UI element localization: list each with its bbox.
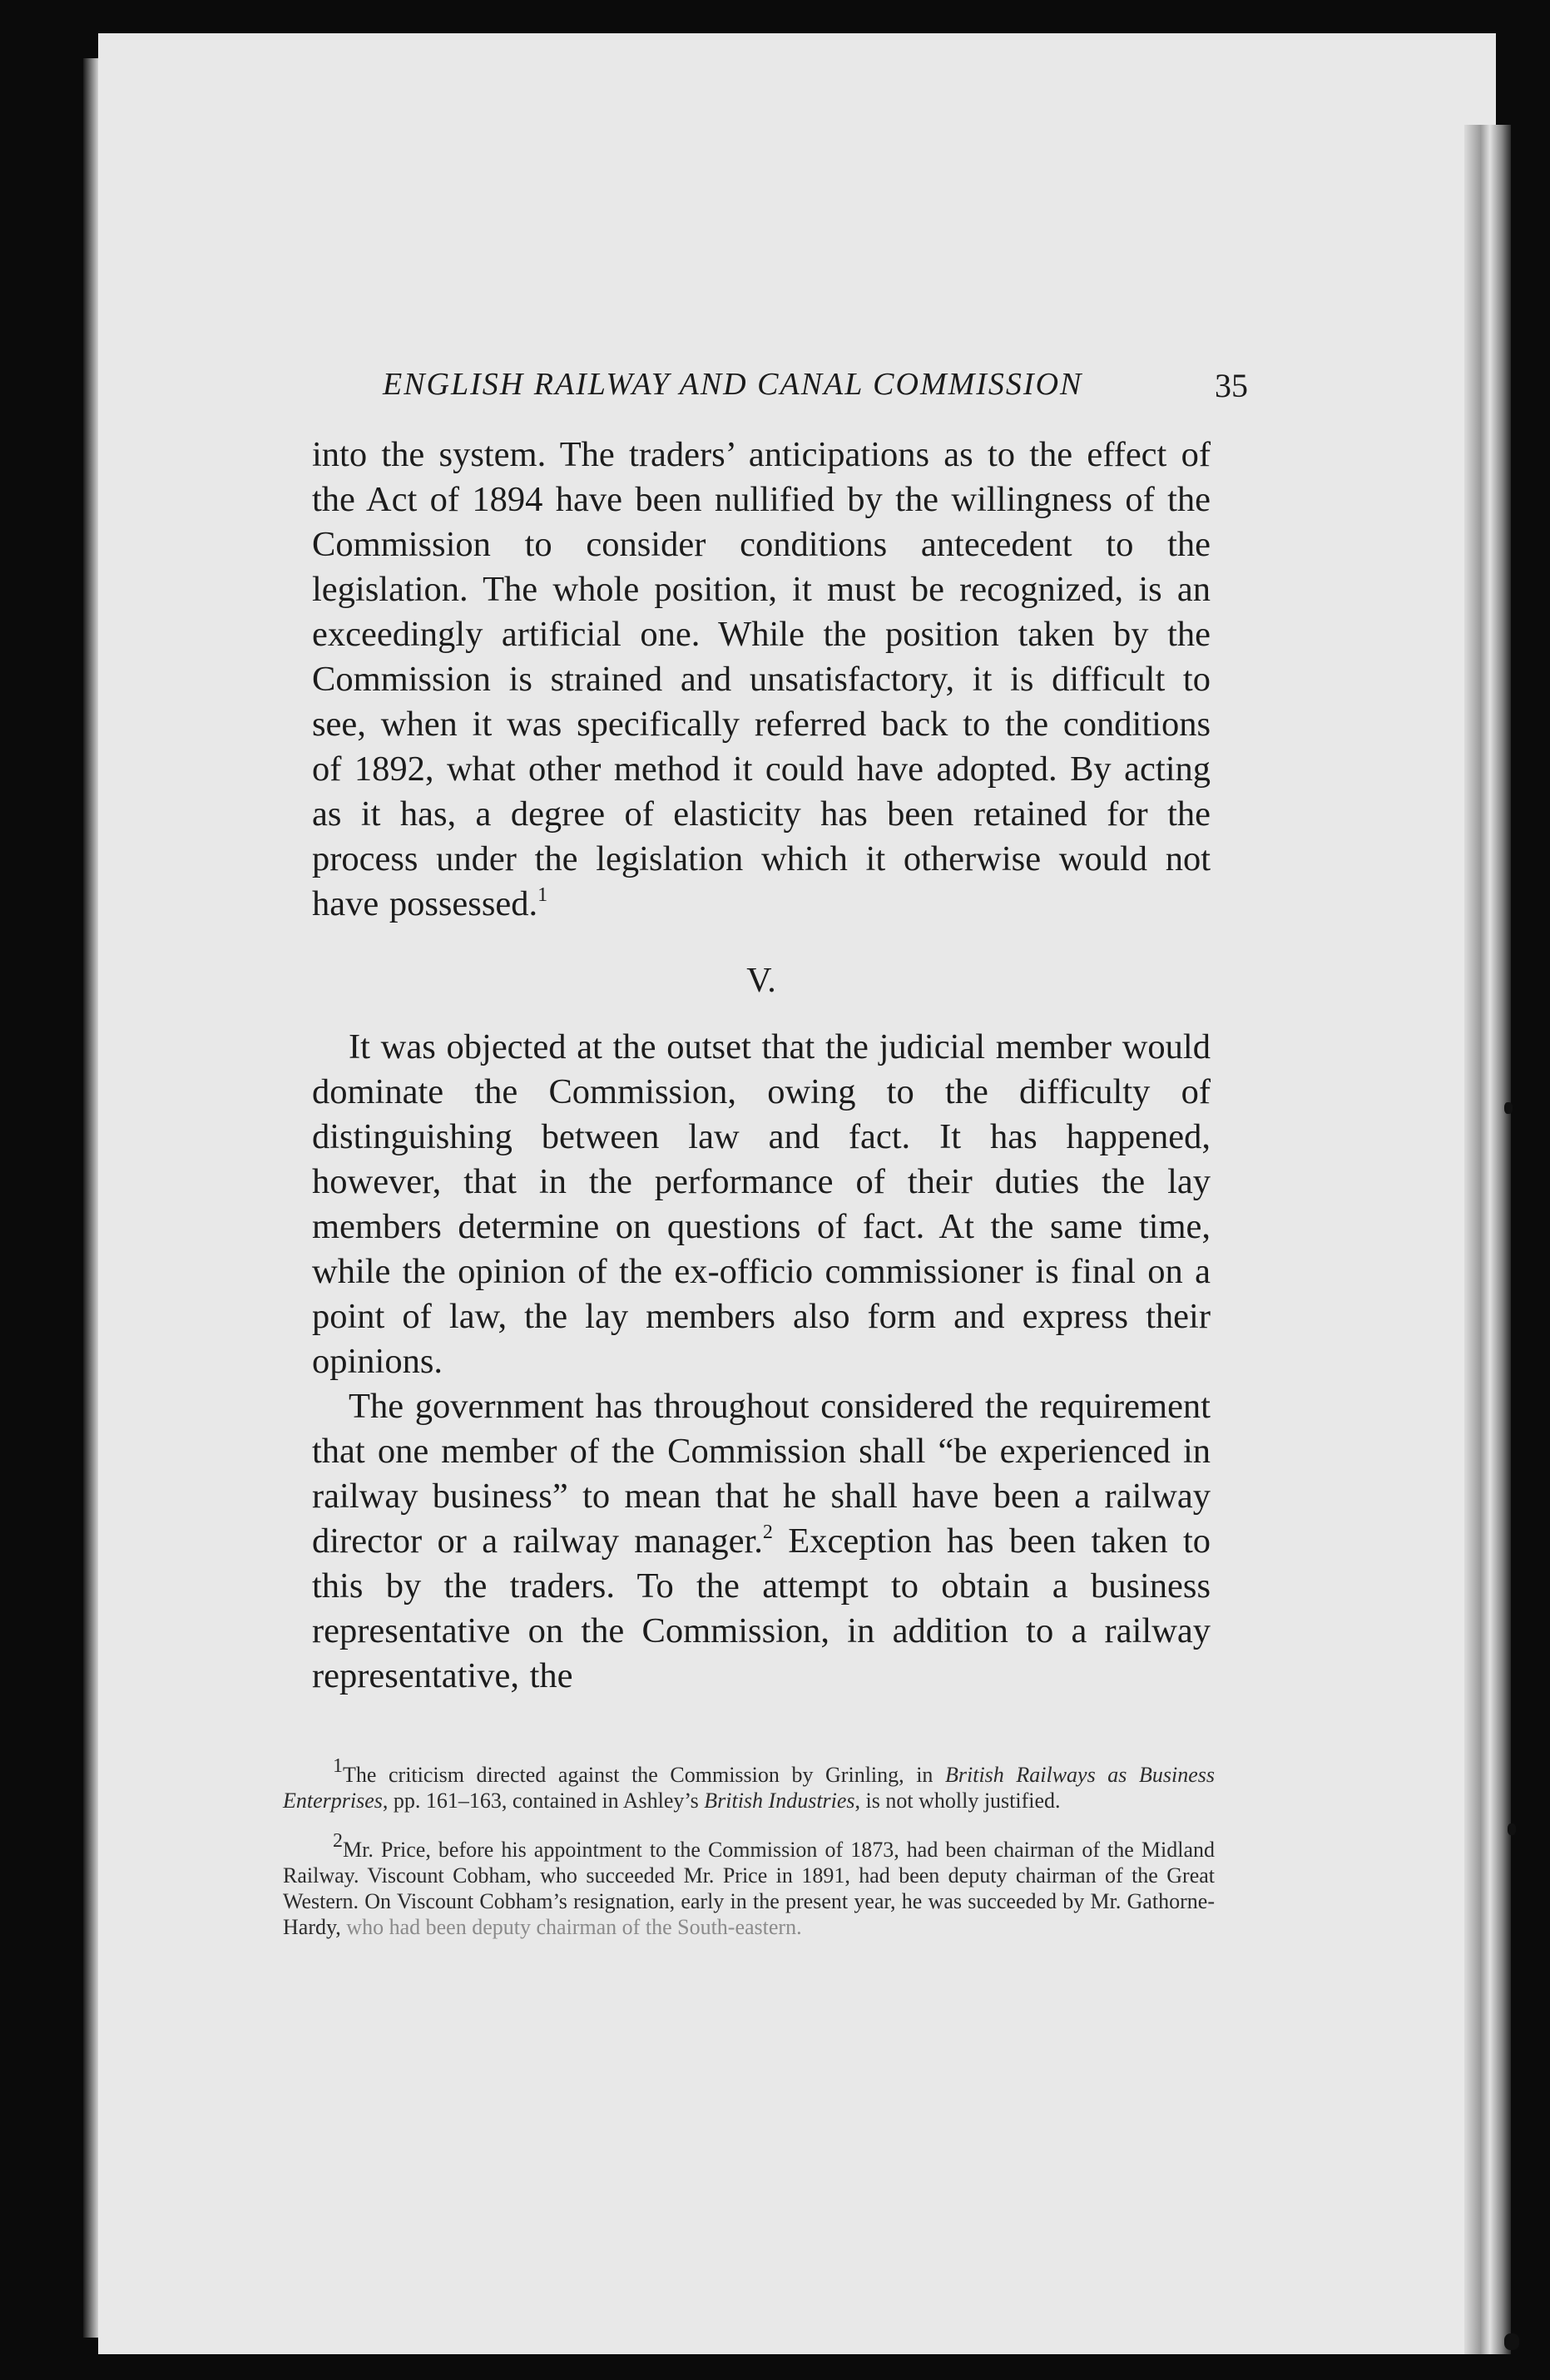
paragraph-3 xyxy=(312,1384,1211,1699)
footnote-1 xyxy=(283,1755,1215,1813)
footnote-2-last-line: who had been deputy chairman of the South-eastern. xyxy=(346,1915,802,1939)
paragraph-3-text-b: Exception has been taken to this by the traders. To the attempt to obtain a business representative on the Commission, in addition to a railway representative, the xyxy=(312,1522,1211,1695)
footnote-ref-2: 2 xyxy=(762,1521,773,1543)
footnote-1-text-a: The criticism directed against the Commission by Grinling, in xyxy=(343,1763,946,1787)
footnote-1-title-a: British Railways as Business Enterprises xyxy=(283,1763,1215,1813)
paragraph-1-text: into the system. The traders’ anticipations as to the effect of the Act of 1894 have been nullified by the willingness of the Commission to consider conditions antecedent to the legislation. The whole position, it must be recognized, is an exceedingly artificial one. While the position taken by the Commission is strained and unsatisfactory, it is difficult to see, when it was specifically referred back to the conditions of 1892, what other method it could have adopted. By acting as it has, a degree of elasticity has been retained for the process under the legislation which it otherwise would not have possessed. xyxy=(312,435,1211,923)
footnote-1-title-b: British Industries xyxy=(704,1789,855,1813)
scan-speck xyxy=(1504,1102,1513,1114)
paragraph-1 xyxy=(312,433,1211,927)
footnote-1-text-c: , is not wholly justified. xyxy=(854,1789,1061,1813)
footnote-ref-1: 1 xyxy=(537,883,548,906)
footnote-1-text-b: , pp. 161–163, contained in Ashley’s xyxy=(382,1789,705,1813)
running-head: ENGLISH RAILWAY AND CANAL COMMISSION xyxy=(383,367,1083,402)
scan-speck xyxy=(1504,2333,1519,2350)
page-header xyxy=(383,366,1248,433)
body-text xyxy=(312,433,1211,1699)
paragraph-2: It was objected at the outset that the judicial member would dominate the Commission, owing to the difficulty of distinguishing between law and fact. It has happened, however, that in the performance of their duties the lay members determine on questions of fact. At the same time, while the opinion of the ex-officio commissioner is final on a point of law, the lay members also form and express their opinions. xyxy=(312,1027,1211,1381)
footnote-2-text: Mr. Price, before his appointment to the Commission of 1873, had been chairman of the Midland Railway. Viscount Cobham, who succeeded Mr. Price in 1891, had been deputy chairman of the Great Western. On Viscount Cobham’s resignation, early in the present year, he was succeeded by Mr. Gathorne-Hardy, xyxy=(283,1838,1215,1939)
book-right-edge xyxy=(1464,125,1511,2354)
footnote-2 xyxy=(283,1830,1215,1940)
paragraph-3-text-a: The government has throughout considered the requirement that one member of the Commission shall “be experienced in railway business” to mean that he shall have been a railway director or a railway manager. xyxy=(312,1387,1211,1561)
scan-speck xyxy=(1508,1823,1516,1835)
section-heading: V. xyxy=(746,962,776,1000)
footnote-1-mark: 1 xyxy=(333,1755,343,1778)
footnote-2-mark: 2 xyxy=(333,1830,343,1853)
page-number: 35 xyxy=(1215,367,1248,404)
footnotes xyxy=(283,1755,1215,1963)
